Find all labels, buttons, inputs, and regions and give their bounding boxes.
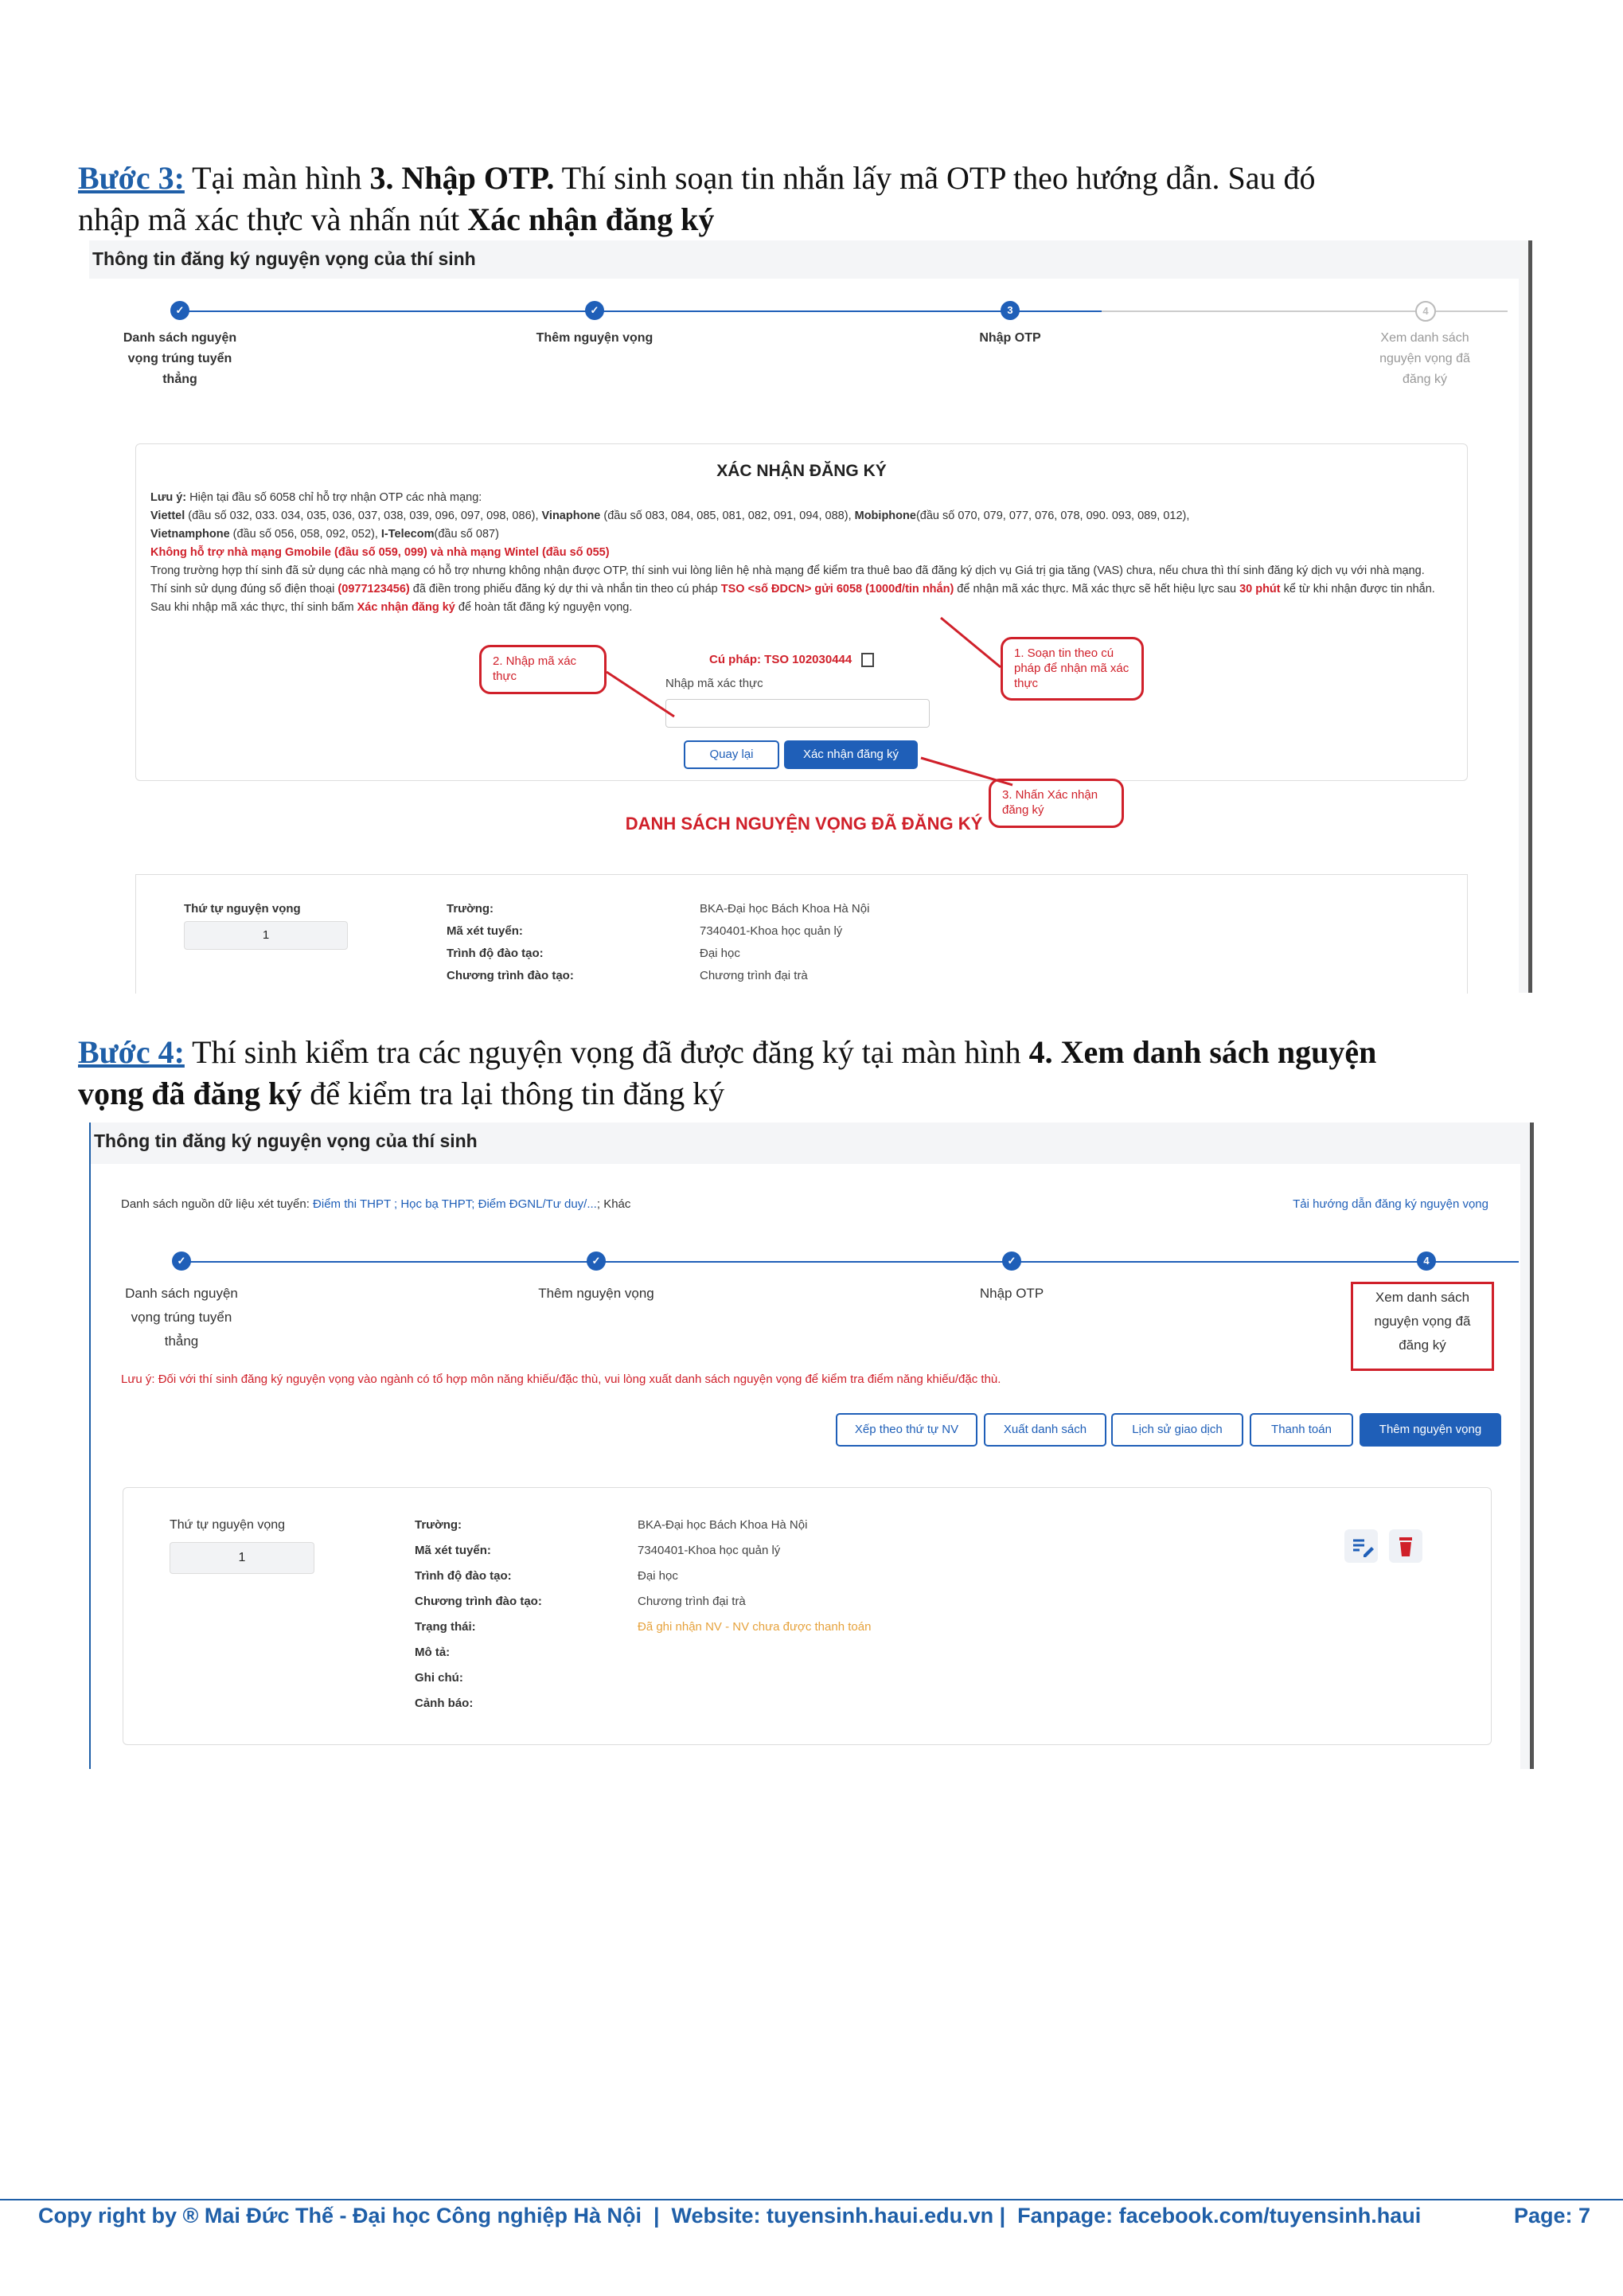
val-school: BKA-Đại học Bách Khoa Hà Nội bbox=[700, 902, 870, 916]
step2-3-label[interactable]: Nhập OTP bbox=[979, 1286, 1044, 1301]
val-level: Đại học bbox=[700, 947, 740, 960]
delete-icon[interactable] bbox=[1389, 1529, 1422, 1563]
warning-note: Lưu ý: Đối với thí sinh đăng ký nguyện vọng vào ngành có tổ hợp môn năng khiếu/đặc thù, vui lòng xuất danh sách nguyện vọng để kiểm tra điểm năng khiếu/đặc thù. bbox=[121, 1373, 1001, 1386]
step4-label: Bước 4: bbox=[78, 1034, 185, 1070]
registered-list-title: DANH SÁCH NGUYỆN VỌNG ĐÃ ĐĂNG KÝ bbox=[625, 814, 983, 834]
val-program: Chương trình đại trà bbox=[700, 969, 808, 982]
val2-program: Chương trình đại trà bbox=[638, 1595, 746, 1608]
step-2-check-icon: ✓ bbox=[585, 301, 604, 320]
step2-1-label[interactable]: Danh sách nguyện vọng trúng tuyển thẳng bbox=[125, 1286, 238, 1349]
step2-2-check-icon: ✓ bbox=[587, 1251, 606, 1271]
wish-item-2 bbox=[123, 1487, 1492, 1745]
step2-4-label-highlighted[interactable]: Xem danh sách nguyện vọng đã đăng ký bbox=[1351, 1282, 1494, 1371]
key-school: Trường: bbox=[447, 902, 494, 916]
key2-level: Trình độ đào tạo: bbox=[415, 1569, 512, 1583]
screenshot-otp bbox=[89, 240, 1532, 993]
step3-text-b: Thí sinh soạn tin nhắn lấy mã OTP theo hướng dẫn. Sau đó bbox=[554, 160, 1316, 196]
callout-press-confirm: 3. Nhấn Xác nhận đăng ký bbox=[989, 779, 1124, 828]
step-3-dot: 3 bbox=[1001, 301, 1020, 320]
arrow-to-syntax bbox=[941, 618, 1001, 667]
list-card bbox=[91, 1164, 1520, 1769]
back-button[interactable]: Quay lại bbox=[684, 740, 779, 769]
step3-bold-a: 3. Nhập OTP. bbox=[369, 160, 555, 196]
history-button[interactable]: Lịch sử giao dịch bbox=[1111, 1413, 1243, 1447]
step-4-dot: 4 bbox=[1415, 301, 1436, 322]
source-line: Danh sách nguồn dữ liệu xét tuyển: Điểm thi THPT ; Học bạ THPT; Điểm ĐGNL/Tư duy/...; Khác bbox=[121, 1197, 631, 1211]
footer-divider bbox=[0, 2199, 1623, 2200]
add-wish-button[interactable]: Thêm nguyện vọng bbox=[1360, 1413, 1501, 1447]
step4-text-a: Thí sinh kiểm tra các nguyện vọng đã được đăng ký tại màn hình bbox=[184, 1034, 1029, 1070]
key-code: Mã xét tuyển: bbox=[447, 924, 523, 938]
step4-bold-b: vọng đã đăng ký bbox=[78, 1076, 302, 1111]
step3-bold-b: Xác nhận đăng ký bbox=[467, 201, 715, 237]
payment-button[interactable]: Thanh toán bbox=[1250, 1413, 1353, 1447]
step3-text-c: nhập mã xác thực và nhấn nút bbox=[78, 201, 468, 237]
arrow-to-otp-input bbox=[607, 672, 674, 717]
guide-link[interactable]: Tải hướng dẫn đăng ký nguyện vọng bbox=[1293, 1197, 1488, 1211]
key-program: Chương trình đào tạo: bbox=[447, 969, 574, 982]
key-level: Trình độ đào tạo: bbox=[447, 947, 544, 960]
key2-code: Mã xét tuyển: bbox=[415, 1544, 491, 1557]
val2-level: Đại học bbox=[638, 1569, 678, 1583]
order-value: 1 bbox=[184, 921, 348, 950]
callout-send-sms: 1. Soạn tin theo cú pháp để nhận mã xác thực bbox=[1001, 637, 1144, 701]
step2-2-label[interactable]: Thêm nguyện vọng bbox=[538, 1286, 654, 1301]
export-button[interactable]: Xuất danh sách bbox=[984, 1413, 1106, 1447]
step4-bold-a: 4. Xem danh sách nguyện bbox=[1028, 1034, 1377, 1070]
val2-school: BKA-Đại học Bách Khoa Hà Nội bbox=[638, 1518, 808, 1532]
arrow-to-confirm bbox=[921, 758, 1012, 785]
footer bbox=[38, 2204, 1590, 2228]
step4-heading bbox=[78, 1032, 1574, 1115]
step-1-check-icon: ✓ bbox=[170, 301, 189, 320]
screenshot-list bbox=[89, 1123, 1534, 1769]
otp-instructions: Lưu ý: Hiện tại đầu số 6058 chỉ hỗ trợ nhận OTP các nhà mạng: Viettel (đầu số 032, 033. 034, 035, 036, 037, 038, 039, 096, 097, 098, 086), Vinaphone (đầu số 083, 084, 085, 081, 082, 091, 094, 088), Mobiphone(đầu số 070, 079, 077, 076, 078, 090. 093, 089, 012), Vietnamphone (đầu số 056, 058, 092, 052), I-Telecom(đầu số 087) Không hỗ trợ nhà mạng Gmobile (đầu số 059, 099) và nhà mạng Wintel (đầu số 055) Trong trường hợp thí sinh đã sử dụng các nhà mạng có hỗ trợ nhưng không nhận được OTP, thí sinh vui lòng liên hệ nhà mạng để kiểm tra thuê bao đã đăng ký dịch vụ Giá trị gia tăng (VAS) chưa, nếu chưa thì thí sinh đăng ký dịch vụ với nhà mạng. Thí sinh sử dụng đúng số điện thoại (0977123456) đã điền trong phiếu đăng ký dự thi và nhắn tin theo cú pháp TSO <số ĐDCN> gửi 6058 (1000đ/tin nhắn) để nhận mã xác thực. Mã xác thực sẽ hết hiệu lực sau 30 phút kể từ khi nhận được tin nhắn. Sau khi nhập mã xác thực, thí sinh bấm Xác nhận đăng ký để hoàn tất đăng ký nguyện vọng. bbox=[150, 491, 1435, 614]
callout-enter-otp: 2. Nhập mã xác thực bbox=[479, 645, 607, 694]
source-links[interactable]: Điểm thi THPT ; Học bạ THPT; Điểm ĐGNL/Tư duy/... bbox=[313, 1197, 597, 1211]
order-value-2: 1 bbox=[170, 1542, 314, 1574]
step3-label: Bước 3: bbox=[78, 160, 185, 196]
key2-desc: Mô tả: bbox=[415, 1646, 451, 1659]
stepper2-line bbox=[181, 1261, 1519, 1263]
step2-1-check-icon: ✓ bbox=[172, 1251, 191, 1271]
val2-code: 7340401-Khoa học quản lý bbox=[638, 1544, 781, 1557]
otp-label: Nhập mã xác thực bbox=[665, 677, 763, 690]
wish-item bbox=[135, 874, 1468, 994]
val2-status: Đã ghi nhận NV - NV chưa được thanh toán bbox=[638, 1620, 872, 1634]
step2-4-dot: 4 bbox=[1417, 1251, 1436, 1271]
key2-note: Ghi chú: bbox=[415, 1671, 463, 1685]
confirm-register-button[interactable]: Xác nhận đăng ký bbox=[784, 740, 918, 769]
footer-text: Copy right by ® Mai Đức Thế - Đại học Công nghiệp Hà Nội | Website: tuyensinh.haui.edu.vn | Fanpage: facebook.com/tuyensinh.haui bbox=[38, 2204, 1422, 2228]
order-label-2: Thứ tự nguyện vọng bbox=[170, 1518, 286, 1532]
shot1-title: Thông tin đăng ký nguyện vọng của thí sinh bbox=[92, 248, 476, 269]
step-3-label[interactable]: Nhập OTP bbox=[979, 331, 1041, 345]
step-2-label[interactable]: Thêm nguyện vọng bbox=[536, 331, 653, 345]
confirm-title: XÁC NHẬN ĐĂNG KÝ bbox=[716, 462, 887, 480]
val-code: 7340401-Khoa học quản lý bbox=[700, 924, 843, 938]
step4-text-b: để kiểm tra lại thông tin đăng ký bbox=[302, 1076, 725, 1111]
edit-icon[interactable] bbox=[1344, 1529, 1378, 1563]
shot2-title: Thông tin đăng ký nguyện vọng của thí sinh bbox=[94, 1130, 478, 1151]
otp-card bbox=[89, 279, 1519, 993]
step2-3-check-icon: ✓ bbox=[1002, 1251, 1021, 1271]
key2-program: Chương trình đào tạo: bbox=[415, 1595, 542, 1608]
key2-status: Trạng thái: bbox=[415, 1620, 476, 1634]
step-1-label[interactable]: Danh sách nguyện vọng trúng tuyển thẳng bbox=[123, 331, 237, 386]
key2-school: Trường: bbox=[415, 1518, 462, 1532]
step-4-label[interactable]: Xem danh sách nguyện vọng đã đăng ký bbox=[1379, 331, 1470, 386]
sort-button[interactable]: Xếp theo thứ tự NV bbox=[836, 1413, 977, 1447]
order-label: Thứ tự nguyện vọng bbox=[184, 902, 301, 916]
step3-text-a: Tại màn hình bbox=[184, 160, 370, 196]
syntax-label: Cú pháp: TSO 102030444 bbox=[709, 653, 874, 667]
page-number: Page: 7 bbox=[1513, 2204, 1590, 2228]
step3-heading bbox=[78, 158, 1574, 240]
key2-warning: Cảnh báo: bbox=[415, 1697, 474, 1710]
